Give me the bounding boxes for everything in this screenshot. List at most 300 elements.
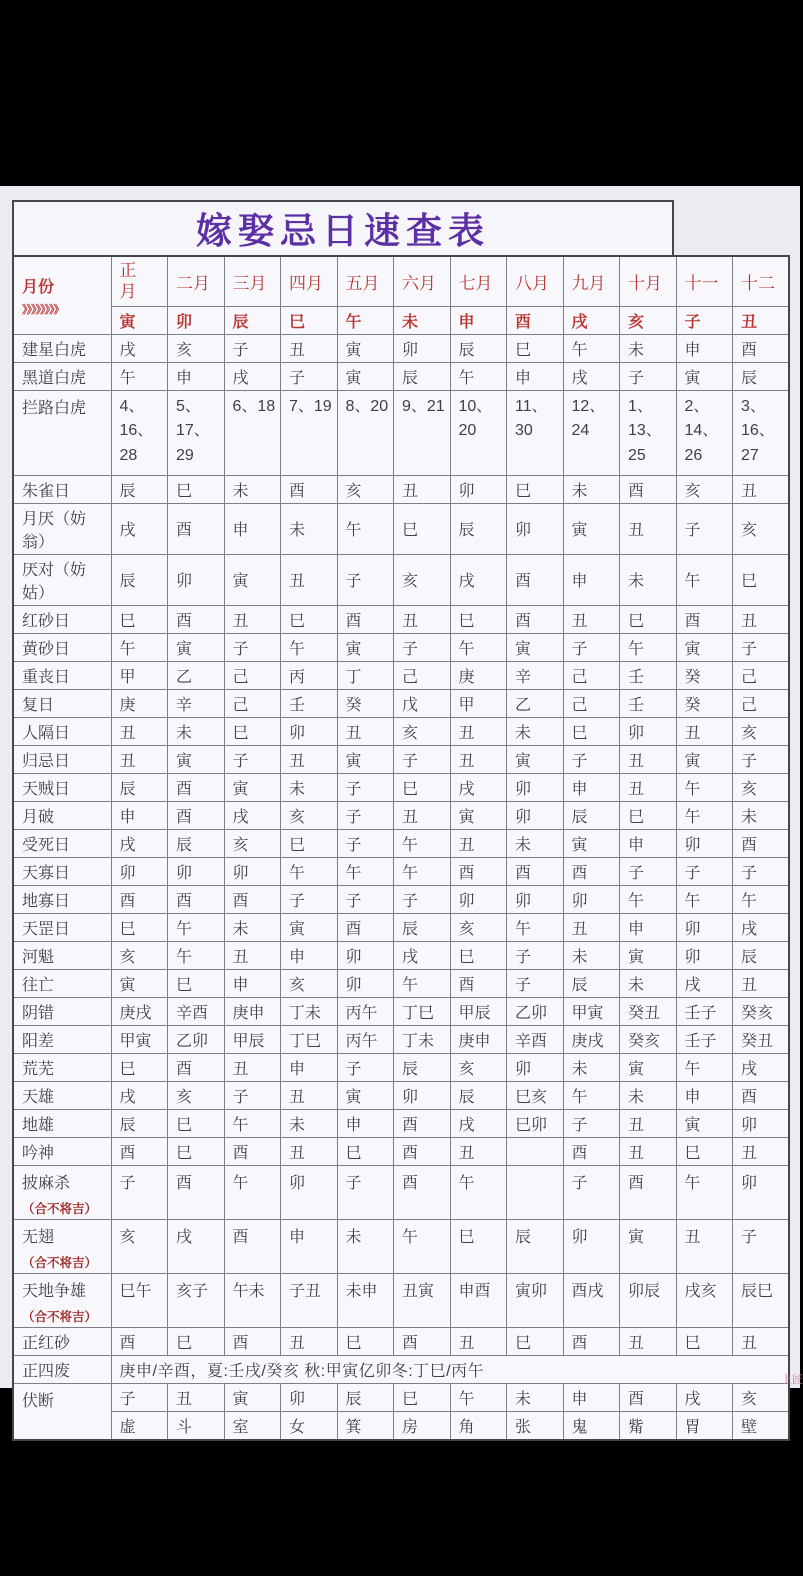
data-cell: 子 [394,885,451,913]
data-cell: 巳 [111,605,168,633]
data-cell: 子 [224,334,281,362]
data-cell: 丑 [620,503,677,554]
data-cell: 戌 [111,334,168,362]
data-cell: 亥 [733,1383,790,1411]
branch-header-cell: 酉 [507,306,564,334]
data-cell: 未 [507,1383,564,1411]
data-cell: 午 [337,503,394,554]
data-cell: 丑 [450,745,507,773]
row-label-text: 天寡日 [22,864,71,882]
data-cell: 酉 [111,1137,168,1165]
data-cell: 酉 [168,1053,225,1081]
row-label-text: 受死日 [22,836,71,854]
row-label-text: 往亡 [22,976,55,994]
data-cell: 寅 [337,362,394,390]
data-cell: 女 [281,1411,338,1440]
data-cell: 卯 [507,503,564,554]
row-label [13,503,111,554]
data-cell: 午 [281,633,338,661]
data-cell: 酉 [394,1165,451,1219]
table-row [13,334,789,362]
data-cell: 巳 [394,1383,451,1411]
data-cell: 寅 [168,745,225,773]
data-cell: 巳 [337,1137,394,1165]
data-cell: 丑 [563,913,620,941]
data-cell: 寅 [450,801,507,829]
data-cell: 午 [394,1219,451,1273]
data-cell: 卯 [507,773,564,801]
month-header-cell: 九月 [563,256,620,306]
data-cell: 辰 [111,1109,168,1137]
data-cell: 丑 [394,475,451,503]
data-cell: 丑 [224,1053,281,1081]
data-cell: 戌 [111,829,168,857]
data-cell: 午 [450,633,507,661]
data-cell: 辰 [733,941,790,969]
table-row [13,857,789,885]
row-label [13,362,111,390]
data-cell: 午 [563,334,620,362]
data-cell: 午 [450,1383,507,1411]
data-cell: 丙午 [337,997,394,1025]
table-row [13,1081,789,1109]
data-cell: 己 [394,661,451,689]
data-cell: 亥 [394,554,451,605]
data-cell: 午 [224,1109,281,1137]
data-cell: 申 [620,913,677,941]
data-cell: 9、21 [394,390,451,475]
data-cell: 丑 [281,745,338,773]
edge-text-fragment: 上匠 [781,1374,803,1386]
row-label-text: 河魁 [22,948,55,966]
data-cell: 乙 [168,661,225,689]
data-cell: 寅 [620,1053,677,1081]
data-cell: 丑 [168,1383,225,1411]
data-cell: 丑 [450,1327,507,1355]
data-cell: 卯 [281,1383,338,1411]
data-cell: 1、13、25 [620,390,677,475]
data-cell: 丁巳 [281,1025,338,1053]
data-cell: 子 [111,1383,168,1411]
month-label-corner [13,256,111,334]
data-cell: 寅 [337,334,394,362]
data-cell: 乙卯 [507,997,564,1025]
month-header-cell: 三月 [224,256,281,306]
data-cell: 甲寅 [563,997,620,1025]
data-cell: 辰 [111,475,168,503]
data-cell: 戌 [224,362,281,390]
data-cell: 子 [224,633,281,661]
month-header-cell: 十月 [620,256,677,306]
data-cell: 亥 [281,969,338,997]
branch-header-cell: 申 [450,306,507,334]
data-cell: 12、24 [563,390,620,475]
data-cell: 辰 [168,829,225,857]
data-cell-span: 庚申/辛酉，夏:壬戌/癸亥 秋:甲寅亿卯冬:丁巳/丙午 [111,1355,789,1383]
data-cell: 酉 [563,1327,620,1355]
row-label-text: 地雄 [22,1116,55,1134]
data-cell: 子 [563,745,620,773]
table-row [13,941,789,969]
table-row [13,1355,789,1383]
table-row [13,717,789,745]
data-cell: 巳 [168,1327,225,1355]
data-cell: 辰 [507,1219,564,1273]
data-cell: 酉戌 [563,1273,620,1327]
data-cell: 寅 [676,633,733,661]
branch-header-cell: 丑 [733,306,790,334]
data-cell: 子 [337,885,394,913]
data-cell: 寅 [507,633,564,661]
data-cell: 辛酉 [507,1025,564,1053]
row-label [13,1025,111,1053]
data-cell: 甲 [111,661,168,689]
row-label: 伏断 [13,1383,111,1440]
data-cell: 箕 [337,1411,394,1440]
data-cell: 巳 [563,717,620,745]
row-label [13,554,111,605]
data-cell: 卯 [111,857,168,885]
data-cell: 酉 [111,885,168,913]
data-cell: 丑 [111,717,168,745]
data-cell: 午 [676,801,733,829]
data-cell: 巳 [450,605,507,633]
row-label-text: 黑道白虎 [22,369,87,387]
row-label [13,1053,111,1081]
table-row [13,475,789,503]
data-cell: 未 [563,475,620,503]
data-cell: 酉 [168,503,225,554]
data-cell: 未 [337,1219,394,1273]
branch-header-cell: 子 [676,306,733,334]
row-label [13,717,111,745]
data-cell: 申酉 [450,1273,507,1327]
data-cell: 辰 [394,1053,451,1081]
data-cell [507,1165,564,1219]
data-cell: 丑 [620,773,677,801]
data-cell: 丑 [394,801,451,829]
data-cell: 戌 [224,801,281,829]
data-cell: 卯 [507,885,564,913]
data-cell: 卯 [450,885,507,913]
data-cell: 丑 [733,1137,790,1165]
month-header-cell: 十一 [676,256,733,306]
data-cell: 癸 [337,689,394,717]
data-cell: 午 [337,857,394,885]
data-cell: 巳 [111,913,168,941]
data-cell: 申 [563,1383,620,1411]
row-label-text: 阴错 [22,1004,55,1022]
data-cell: 申 [281,1219,338,1273]
data-cell: 酉 [563,857,620,885]
data-cell: 丑 [733,969,790,997]
data-cell: 酉 [733,1081,790,1109]
table-row [13,362,789,390]
data-cell: 卯 [676,829,733,857]
data-cell: 己 [224,661,281,689]
data-cell: 亥 [168,1081,225,1109]
data-cell: 胃 [676,1411,733,1440]
data-cell: 亥 [450,913,507,941]
letterbox-top [0,0,800,186]
data-cell: 寅 [224,773,281,801]
month-header-cell: 六月 [394,256,451,306]
row-label-text: 无翅 [22,1228,55,1246]
data-cell: 甲寅 [111,1025,168,1053]
data-cell: 寅 [676,362,733,390]
data-cell: 未 [563,1053,620,1081]
row-label-text: 天贼日 [22,780,71,798]
data-cell: 辰 [450,334,507,362]
row-label [13,913,111,941]
data-cell: 子 [507,941,564,969]
row-label: 正四废 [13,1355,111,1383]
table-row [13,969,789,997]
data-cell: 丑 [676,717,733,745]
data-cell: 5、17、29 [168,390,225,475]
data-cell: 寅 [563,503,620,554]
data-cell: 丑 [281,554,338,605]
data-cell: 巳 [224,717,281,745]
data-cell: 戌 [394,941,451,969]
row-label [13,745,111,773]
data-cell: 酉 [733,829,790,857]
row-label [13,1273,111,1327]
data-cell: 戌 [111,503,168,554]
data-cell: 巳 [281,605,338,633]
branch-header-cell: 午 [337,306,394,334]
data-cell: 寅 [563,829,620,857]
row-sublabel: （合不将吉） [22,1201,98,1216]
data-cell: 亥 [676,475,733,503]
data-cell: 巳午 [111,1273,168,1327]
data-cell: 丑 [281,334,338,362]
branch-header-cell: 卯 [168,306,225,334]
data-cell: 未 [224,475,281,503]
data-cell: 酉 [676,605,733,633]
data-cell: 子 [507,969,564,997]
data-cell: 卯 [733,1109,790,1137]
data-cell: 辰 [111,554,168,605]
data-cell: 巳 [676,1327,733,1355]
data-cell: 子 [620,362,677,390]
data-cell: 酉 [168,605,225,633]
data-cell: 戌 [450,554,507,605]
reference-sheet [12,200,788,1441]
row-label [13,1109,111,1137]
data-cell: 庚申 [450,1025,507,1053]
data-cell: 辰 [733,362,790,390]
data-cell: 辰 [450,1081,507,1109]
data-cell: 申 [337,1109,394,1137]
data-cell: 癸丑 [733,1025,790,1053]
data-cell: 丑 [620,1137,677,1165]
table-row [13,689,789,717]
data-cell: 丑 [450,717,507,745]
data-cell: 斗 [168,1411,225,1440]
data-cell: 巳 [394,503,451,554]
data-cell: 戌 [676,969,733,997]
data-cell: 申 [563,554,620,605]
data-cell: 酉 [224,1327,281,1355]
data-cell: 庚 [111,689,168,717]
data-cell: 乙 [507,689,564,717]
data-cell: 午 [676,773,733,801]
data-cell: 未 [733,801,790,829]
data-cell: 2、14、26 [676,390,733,475]
data-cell: 子 [337,773,394,801]
row-label [13,475,111,503]
row-label [13,605,111,633]
data-cell: 午 [507,913,564,941]
data-cell: 丑 [224,941,281,969]
data-cell: 午 [563,1081,620,1109]
data-cell: 戌 [733,913,790,941]
data-cell: 卯 [394,1081,451,1109]
data-cell: 卯 [281,717,338,745]
data-cell: 丑 [337,717,394,745]
data-cell: 丑寅 [394,1273,451,1327]
data-cell: 壬子 [676,997,733,1025]
row-label-text: 地寡日 [22,892,71,910]
data-cell: 申 [168,362,225,390]
data-cell: 酉 [168,1165,225,1219]
data-cell: 乙卯 [168,1025,225,1053]
data-cell: 7、19 [281,390,338,475]
table-row [13,1165,789,1219]
row-label-text: 红砂日 [22,612,71,630]
data-cell: 申 [676,1081,733,1109]
data-cell: 壬 [620,661,677,689]
data-cell: 甲 [450,689,507,717]
data-cell: 甲辰 [450,997,507,1025]
branch-header-cell: 未 [394,306,451,334]
data-cell: 虚 [111,1411,168,1440]
data-cell: 11、30 [507,390,564,475]
data-cell: 午 [450,362,507,390]
row-sublabel: （合不将吉） [22,1309,98,1324]
data-cell: 己 [733,661,790,689]
table-row [13,1053,789,1081]
data-cell: 亥 [281,801,338,829]
data-cell: 未 [281,503,338,554]
data-cell: 戌 [111,1081,168,1109]
table-row [13,1273,789,1327]
data-cell: 酉 [224,885,281,913]
row-label [13,1165,111,1219]
data-cell: 子 [337,554,394,605]
table-row [13,503,789,554]
data-cell: 巳 [733,554,790,605]
data-cell: 未 [507,717,564,745]
data-cell: 午 [224,1165,281,1219]
data-cell: 庚戌 [111,997,168,1025]
data-cell: 丁未 [394,1025,451,1053]
data-cell: 丑 [563,605,620,633]
row-label [13,829,111,857]
data-cell: 巳亥 [507,1081,564,1109]
data-cell: 丑 [620,1327,677,1355]
row-label-text: 荒芜 [22,1060,55,1078]
month-header-cell: 七月 [450,256,507,306]
data-cell: 壁 [733,1411,790,1440]
data-cell: 房 [394,1411,451,1440]
data-cell: 卯 [676,913,733,941]
row-label-text: 天地争雄 [22,1282,87,1300]
data-cell: 室 [224,1411,281,1440]
data-cell: 午 [394,829,451,857]
data-cell: 子 [224,1081,281,1109]
data-cell: 酉 [168,801,225,829]
row-label [13,1081,111,1109]
data-cell: 寅 [281,913,338,941]
data-cell: 丁未 [281,997,338,1025]
data-cell: 子 [281,362,338,390]
row-label-text: 天罡日 [22,920,71,938]
data-cell: 卯 [224,857,281,885]
data-cell: 午 [676,1165,733,1219]
data-cell: 亥 [733,717,790,745]
data-cell: 子 [676,503,733,554]
data-cell: 寅 [224,1383,281,1411]
data-cell: 巳 [450,1219,507,1273]
data-cell: 壬 [281,689,338,717]
table-row [13,633,789,661]
data-cell: 巳 [168,1137,225,1165]
data-cell: 午 [168,913,225,941]
branch-header-cell: 巳 [281,306,338,334]
table-row [13,554,789,605]
row-label [13,997,111,1025]
data-cell: 巳 [168,1109,225,1137]
data-cell: 申 [281,941,338,969]
data-cell: 酉 [281,475,338,503]
data-cell: 丑 [733,605,790,633]
data-cell: 丑 [620,1109,677,1137]
header-months-row [13,256,789,306]
data-cell: 巳 [168,475,225,503]
data-cell: 未 [507,829,564,857]
header-branches-row [13,306,789,334]
data-cell: 午 [676,1053,733,1081]
row-label [13,941,111,969]
data-cell: 酉 [620,1383,677,1411]
data-cell: 午 [281,857,338,885]
table-row [13,1137,789,1165]
data-cell: 子 [563,1109,620,1137]
row-label-text: 阳差 [22,1032,55,1050]
data-cell: 戌 [168,1219,225,1273]
data-cell: 巳 [394,773,451,801]
data-cell: 子 [676,857,733,885]
data-cell: 辰 [563,801,620,829]
data-cell: 酉 [394,1109,451,1137]
data-cell: 未申 [337,1273,394,1327]
data-cell: 癸 [676,661,733,689]
data-cell [507,1137,564,1165]
data-cell: 丙 [281,661,338,689]
row-label-text: 天雄 [22,1088,55,1106]
data-cell: 亥 [111,941,168,969]
data-cell: 壬 [620,689,677,717]
data-cell: 子 [563,633,620,661]
data-cell: 申 [224,969,281,997]
data-cell: 午 [620,885,677,913]
table-row [13,829,789,857]
data-cell: 亥 [224,829,281,857]
data-cell: 张 [507,1411,564,1440]
data-cell: 未 [224,913,281,941]
